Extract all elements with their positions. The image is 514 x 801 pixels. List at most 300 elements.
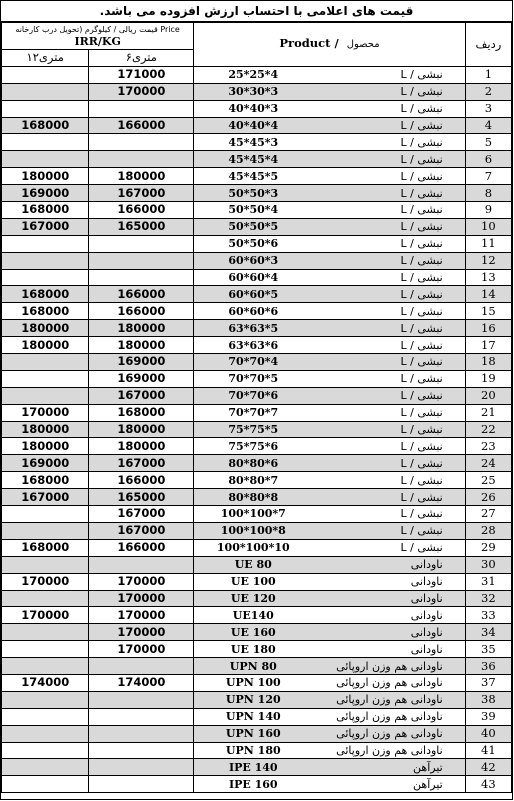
product-size: 80*80*8 <box>228 490 279 504</box>
row-index: 34 <box>465 624 511 641</box>
product-name: نبشی / L <box>400 541 443 555</box>
row-index: 11 <box>465 235 511 252</box>
table-row <box>2 506 512 523</box>
table-row <box>2 269 512 286</box>
product-cell <box>194 556 465 573</box>
row-index: 38 <box>465 691 511 708</box>
table-row <box>2 708 512 725</box>
product-name: ناودانی <box>410 608 443 622</box>
table-row <box>2 759 512 776</box>
row-index: 35 <box>465 641 511 658</box>
price-12m-cell <box>2 269 89 286</box>
product-name: نبشی / L <box>400 287 443 301</box>
price-caption: قیمت ریالی / کیلوگرم (تحویل درب کارخانه Price <box>15 25 180 34</box>
product-name: نبشی / L <box>400 524 443 538</box>
product-size: 45*45*3 <box>228 135 279 149</box>
row-index: 40 <box>465 725 511 742</box>
row-index: 32 <box>465 590 511 607</box>
product-name: ناودانی هم وزن اروپائی <box>336 693 443 707</box>
row-index: 24 <box>465 455 511 472</box>
table-row <box>2 117 512 134</box>
price-6m-cell <box>89 742 194 759</box>
row-index: 30 <box>465 556 511 573</box>
product-size: 60*60*4 <box>228 271 279 285</box>
product-cell <box>194 168 465 185</box>
product-size: UE140 <box>232 608 274 622</box>
price-6m-cell: 180000 <box>89 438 194 455</box>
price-6m-cell: 167000 <box>89 506 194 523</box>
price-12m-cell: 174000 <box>2 674 89 691</box>
row-index: 7 <box>465 168 511 185</box>
price-12m-cell: 170000 <box>2 573 89 590</box>
product-name: ناودانی هم وزن اروپائی <box>336 727 443 741</box>
table-row <box>2 607 512 624</box>
product-size: UPN 120 <box>225 693 281 707</box>
price-12m-cell: 169000 <box>2 185 89 202</box>
price-12m-cell <box>2 370 89 387</box>
product-size: UPN 80 <box>229 659 277 673</box>
product-cell <box>194 759 465 776</box>
price-12m-cell: 180000 <box>2 320 89 337</box>
product-size: UPN 180 <box>225 743 281 757</box>
product-size: 25*25*4 <box>228 68 279 82</box>
table-row <box>2 185 512 202</box>
product-header-cell <box>194 23 465 67</box>
price-12m-cell: 180000 <box>2 438 89 455</box>
row-index: 23 <box>465 438 511 455</box>
row-index: 43 <box>465 776 511 793</box>
price-6m-cell: 180000 <box>89 337 194 354</box>
product-name: نبشی / L <box>400 439 443 453</box>
product-cell <box>194 286 465 303</box>
product-size: 60*60*3 <box>228 254 279 268</box>
product-cell <box>194 303 465 320</box>
product-cell <box>194 151 465 168</box>
product-size: 70*70*4 <box>228 355 279 369</box>
row-index: 8 <box>465 185 511 202</box>
table-row <box>2 151 512 168</box>
price-6m-cell: 169000 <box>89 354 194 371</box>
product-name: نبشی / L <box>400 456 443 470</box>
price-12m-cell <box>2 134 89 151</box>
price-12m-cell: 168000 <box>2 472 89 489</box>
table-row <box>2 303 512 320</box>
product-size: 80*80*6 <box>228 456 279 470</box>
product-cell <box>194 252 465 269</box>
price-6m-cell <box>89 100 194 117</box>
product-size: UE 80 <box>234 558 272 572</box>
price-6m-cell <box>89 134 194 151</box>
row-index: 14 <box>465 286 511 303</box>
product-cell <box>194 708 465 725</box>
table-row <box>2 218 512 235</box>
table-row <box>2 286 512 303</box>
product-cell <box>194 269 465 286</box>
product-name: تیرآهن <box>413 760 443 774</box>
product-size: 63*63*6 <box>228 338 279 352</box>
price-12m-cell <box>2 590 89 607</box>
row-index: 33 <box>465 607 511 624</box>
product-size: 100*100*10 <box>216 541 290 555</box>
product-name: ناودانی <box>410 558 443 572</box>
row-index: 29 <box>465 539 511 556</box>
price-12m-cell: 170000 <box>2 607 89 624</box>
product-cell <box>194 320 465 337</box>
price-12m-cell: 168000 <box>2 202 89 219</box>
price-6m-cell: 174000 <box>89 674 194 691</box>
price-12m-cell: 168000 <box>2 286 89 303</box>
product-header-fa: محصول <box>346 39 380 51</box>
product-cell <box>194 590 465 607</box>
index-header-cell: ردیف <box>465 23 511 67</box>
product-name: نبشی / L <box>400 507 443 521</box>
row-index: 21 <box>465 404 511 421</box>
price-12m-cell <box>2 691 89 708</box>
product-name: ناودانی هم وزن اروپائی <box>336 659 443 673</box>
table-row <box>2 641 512 658</box>
product-cell <box>194 218 465 235</box>
price-6m-cell <box>89 556 194 573</box>
price-unit: IRR/KG <box>74 35 121 48</box>
price-6m-cell: 166000 <box>89 539 194 556</box>
table-row <box>2 522 512 539</box>
product-name: نبشی / L <box>400 102 443 116</box>
price-12m-cell <box>2 759 89 776</box>
product-name: نبشی / L <box>400 406 443 420</box>
product-size: 40*40*3 <box>228 102 279 116</box>
price-6m-cell <box>89 235 194 252</box>
product-cell <box>194 691 465 708</box>
product-name: نبشی / L <box>400 304 443 318</box>
product-cell <box>194 354 465 371</box>
price-6m-cell <box>89 269 194 286</box>
product-name: ناودانی هم وزن اروپائی <box>336 710 443 724</box>
price-12m-cell <box>2 522 89 539</box>
product-name: نبشی / L <box>400 237 443 251</box>
row-index: 27 <box>465 506 511 523</box>
table-row <box>2 337 512 354</box>
product-name: نبشی / L <box>400 85 443 99</box>
product-cell <box>194 83 465 100</box>
price-6m-cell: 167000 <box>89 387 194 404</box>
product-cell <box>194 607 465 624</box>
table-row <box>2 438 512 455</box>
product-name: ناودانی <box>410 642 443 656</box>
price-6m-cell: 180000 <box>89 320 194 337</box>
price-6m-cell: 166000 <box>89 117 194 134</box>
price-12m-cell: 180000 <box>2 337 89 354</box>
row-index: 6 <box>465 151 511 168</box>
product-size: 50*50*3 <box>228 186 279 200</box>
row-index: 12 <box>465 252 511 269</box>
row-index: 16 <box>465 320 511 337</box>
table-row <box>2 320 512 337</box>
product-size: 30*30*3 <box>228 85 279 99</box>
price-12m-cell: 168000 <box>2 117 89 134</box>
product-size: IPE 160 <box>228 777 278 791</box>
product-name: نبشی / L <box>400 473 443 487</box>
table-row <box>2 624 512 641</box>
price-6m-cell <box>89 252 194 269</box>
product-size: 80*80*7 <box>228 473 279 487</box>
price-6m-cell: 180000 <box>89 168 194 185</box>
product-size: 70*70*7 <box>228 406 279 420</box>
price-6m-cell: 169000 <box>89 370 194 387</box>
product-size: 75*75*5 <box>228 423 279 437</box>
product-name: ناودانی <box>410 575 443 589</box>
product-name: نبشی / L <box>400 186 443 200</box>
product-name: نبشی / L <box>400 389 443 403</box>
row-index: 17 <box>465 337 511 354</box>
product-size: 100*100*7 <box>220 507 286 521</box>
price-12m-cell: 170000 <box>2 404 89 421</box>
table-row <box>2 691 512 708</box>
price-12m-cell <box>2 658 89 675</box>
price-6m-cell: 170000 <box>89 624 194 641</box>
price-6m-cell <box>89 658 194 675</box>
price-12m-cell <box>2 100 89 117</box>
table-row <box>2 370 512 387</box>
table-header-row <box>2 23 512 50</box>
price-6m-cell <box>89 708 194 725</box>
product-name: نبشی / L <box>400 355 443 369</box>
table-row <box>2 202 512 219</box>
product-cell <box>194 202 465 219</box>
product-size: 45*45*5 <box>228 169 279 183</box>
price-header-cell <box>2 23 194 50</box>
product-size: 60*60*6 <box>228 304 279 318</box>
row-index: 10 <box>465 218 511 235</box>
product-size: UE 160 <box>230 625 276 639</box>
table-row <box>2 742 512 759</box>
row-index: 25 <box>465 472 511 489</box>
price-12m-cell <box>2 776 89 793</box>
product-cell <box>194 776 465 793</box>
price-6m-cell <box>89 776 194 793</box>
price-6m-cell: 171000 <box>89 66 194 83</box>
product-size: 70*70*6 <box>228 389 279 403</box>
product-name: نبشی / L <box>400 490 443 504</box>
product-cell <box>194 117 465 134</box>
price-6m-cell <box>89 759 194 776</box>
product-cell <box>194 489 465 506</box>
row-index: 31 <box>465 573 511 590</box>
price-12m-cell <box>2 556 89 573</box>
price-6m-cell: 166000 <box>89 286 194 303</box>
table-row <box>2 674 512 691</box>
product-name: تیرآهن <box>413 777 443 791</box>
price-12m-cell <box>2 235 89 252</box>
table-row <box>2 489 512 506</box>
row-index: 1 <box>465 66 511 83</box>
table-row <box>2 168 512 185</box>
table-row <box>2 776 512 793</box>
product-name: نبشی / L <box>400 119 443 132</box>
sheet-title: قیمت های اعلامی با احتساب ارزش افزوده می باشد. <box>1 1 512 22</box>
product-cell <box>194 185 465 202</box>
product-cell <box>194 641 465 658</box>
product-name: نبشی / L <box>400 135 443 149</box>
price-6m-cell: 170000 <box>89 607 194 624</box>
price-6m-cell: 170000 <box>89 573 194 590</box>
product-size: 40*40*4 <box>228 119 279 132</box>
product-cell <box>194 421 465 438</box>
price-6m-cell <box>89 151 194 168</box>
table-row <box>2 100 512 117</box>
table-row <box>2 421 512 438</box>
price-12m-cell <box>2 387 89 404</box>
row-index: 22 <box>465 421 511 438</box>
table-row <box>2 556 512 573</box>
product-cell <box>194 573 465 590</box>
table-row <box>2 455 512 472</box>
price-12m-cell <box>2 742 89 759</box>
row-index: 37 <box>465 674 511 691</box>
product-name: نبشی / L <box>400 254 443 268</box>
product-cell <box>194 387 465 404</box>
product-cell <box>194 235 465 252</box>
product-cell <box>194 100 465 117</box>
table-row <box>2 354 512 371</box>
product-cell <box>194 539 465 556</box>
product-cell <box>194 337 465 354</box>
row-index: 13 <box>465 269 511 286</box>
price-12m-cell <box>2 708 89 725</box>
price-6m-cell: 166000 <box>89 303 194 320</box>
price-12m-cell <box>2 725 89 742</box>
price-6m-cell: 165000 <box>89 218 194 235</box>
price-6m-cell: 166000 <box>89 472 194 489</box>
table-row <box>2 573 512 590</box>
price-12m-cell: 168000 <box>2 539 89 556</box>
price-6m-cell: 167000 <box>89 455 194 472</box>
row-index: 42 <box>465 759 511 776</box>
price-12m-cell <box>2 252 89 269</box>
product-cell <box>194 455 465 472</box>
table-row <box>2 134 512 151</box>
price-table <box>1 22 512 793</box>
table-row <box>2 235 512 252</box>
row-index: 5 <box>465 134 511 151</box>
product-cell <box>194 506 465 523</box>
row-index: 36 <box>465 658 511 675</box>
product-size: 63*63*5 <box>228 321 279 335</box>
product-size: 100*100*8 <box>220 524 286 538</box>
price-6m-cell <box>89 725 194 742</box>
price-12m-cell <box>2 506 89 523</box>
product-size: UE 120 <box>230 591 276 605</box>
row-index: 4 <box>465 117 511 134</box>
price-12m-cell: 168000 <box>2 303 89 320</box>
table-body <box>2 66 512 792</box>
product-name: ناودانی <box>410 591 443 605</box>
price-12m-cell: 169000 <box>2 455 89 472</box>
row-index: 28 <box>465 522 511 539</box>
product-size: UE 180 <box>230 642 276 656</box>
product-cell <box>194 472 465 489</box>
product-cell <box>194 404 465 421</box>
product-name: ناودانی هم وزن اروپائی <box>336 676 443 690</box>
row-index: 3 <box>465 100 511 117</box>
price-12m-cell: 167000 <box>2 489 89 506</box>
price-6m-cell: 170000 <box>89 590 194 607</box>
product-name: نبشی / L <box>400 271 443 285</box>
table-row <box>2 387 512 404</box>
price-6m-cell: 167000 <box>89 522 194 539</box>
price-12m-cell <box>2 641 89 658</box>
product-size: UPN 100 <box>225 676 281 690</box>
product-name: ناودانی <box>410 625 443 639</box>
product-size: UPN 140 <box>225 710 281 724</box>
price-6m-cell: 180000 <box>89 421 194 438</box>
product-cell <box>194 658 465 675</box>
price-12m-cell: 180000 <box>2 421 89 438</box>
table-row <box>2 83 512 100</box>
product-name: نبشی / L <box>400 169 443 183</box>
product-cell <box>194 674 465 691</box>
price-12m-cell <box>2 354 89 371</box>
price-6m-cell: 167000 <box>89 185 194 202</box>
product-name: ناودانی هم وزن اروپائی <box>336 743 443 757</box>
row-index: 20 <box>465 387 511 404</box>
product-size: 50*50*5 <box>228 220 279 234</box>
product-name: نبشی / L <box>400 152 443 166</box>
product-name: نبشی / L <box>400 321 443 335</box>
price-6m-cell: 170000 <box>89 641 194 658</box>
row-index: 2 <box>465 83 511 100</box>
product-cell <box>194 438 465 455</box>
product-name: نبشی / L <box>400 220 443 234</box>
row-index: 39 <box>465 708 511 725</box>
price-6m-cell: 165000 <box>89 489 194 506</box>
product-header-en: Product / <box>279 36 339 51</box>
row-index: 9 <box>465 202 511 219</box>
row-index: 26 <box>465 489 511 506</box>
product-name: نبشی / L <box>400 423 443 437</box>
product-cell <box>194 522 465 539</box>
table-row <box>2 404 512 421</box>
table-row <box>2 590 512 607</box>
price-6m-cell: 170000 <box>89 83 194 100</box>
product-size: 60*60*5 <box>228 287 279 301</box>
price-12m-cell: 180000 <box>2 168 89 185</box>
product-cell <box>194 134 465 151</box>
product-size: 75*75*6 <box>228 439 279 453</box>
product-size: UPN 160 <box>225 727 281 741</box>
product-cell <box>194 742 465 759</box>
product-size: 50*50*6 <box>228 237 279 251</box>
table-row <box>2 472 512 489</box>
table-row <box>2 66 512 83</box>
price-6m-cell: 166000 <box>89 202 194 219</box>
price-6m-cell <box>89 691 194 708</box>
col-6m-header: ۶متری <box>89 50 194 67</box>
row-index: 18 <box>465 354 511 371</box>
col-12m-header: ۱۲متری <box>2 50 89 67</box>
row-index: 19 <box>465 370 511 387</box>
table-row <box>2 539 512 556</box>
price-12m-cell <box>2 624 89 641</box>
price-12m-cell <box>2 66 89 83</box>
product-name: نبشی / L <box>400 338 443 352</box>
product-cell <box>194 624 465 641</box>
price-12m-cell <box>2 151 89 168</box>
table-row <box>2 252 512 269</box>
product-name: نبشی / L <box>400 372 443 386</box>
table-row <box>2 658 512 675</box>
product-size: 45*45*4 <box>228 152 279 166</box>
product-name: نبشی / L <box>400 68 443 82</box>
